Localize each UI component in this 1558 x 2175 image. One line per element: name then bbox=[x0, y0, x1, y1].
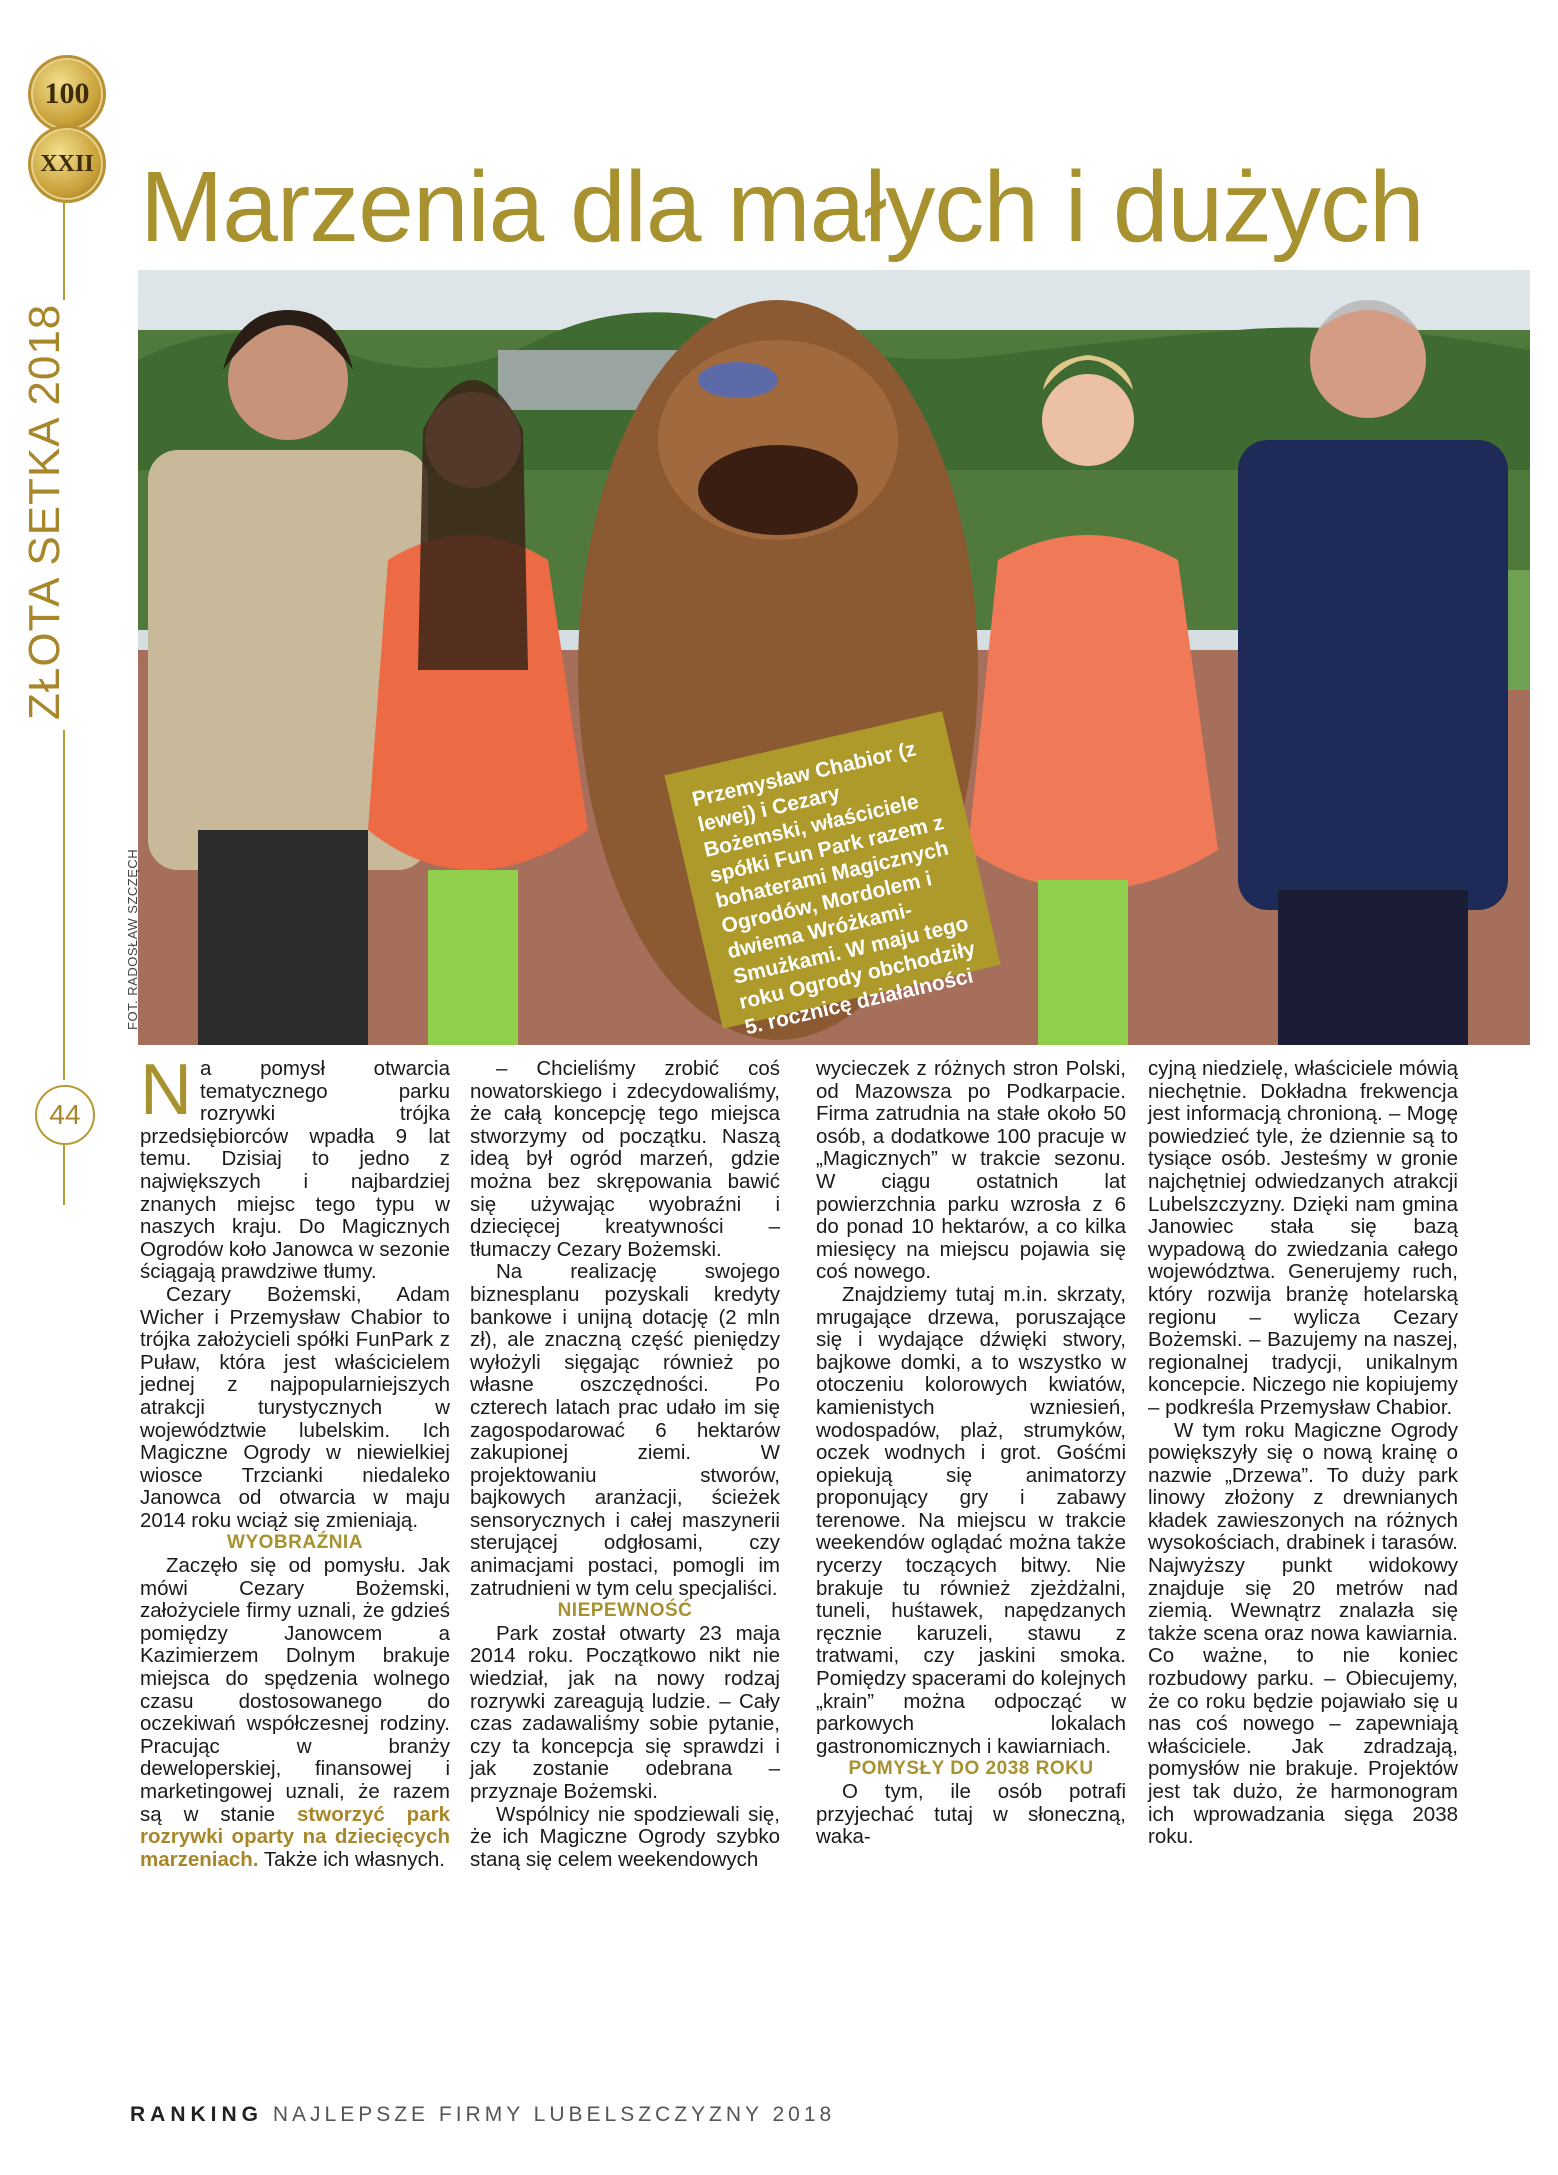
col2-paragraph-4: Wspólnicy nie spodziewali się, że ich Magiczne Ogrody szybko staną się celem weekendowych bbox=[470, 1802, 780, 1871]
footer-ranking: RANKING bbox=[130, 2103, 263, 2126]
margin-rule-middle bbox=[63, 730, 65, 1080]
page-footer bbox=[130, 2103, 835, 2127]
column-4 bbox=[1148, 1058, 1458, 1849]
col3-paragraph-3: O tym, ile osób potrafi przyjechać tutaj w słoneczną, waka- bbox=[816, 1780, 1126, 1849]
photo-credit: FOT. RADOSŁAW SZCZĘCH bbox=[125, 848, 140, 1030]
col1-paragraph-3-end: Także ich własnych. bbox=[263, 1847, 445, 1871]
margin-rule-top bbox=[63, 200, 65, 300]
side-label: ZŁOTA SETKA 2018 bbox=[20, 303, 69, 720]
col2-paragraph-3: Park został otwarty 23 maja 2014 roku. Początkowo nikt nie wiedział, jak na nowy rodzaj rozrywki zareagują ludzie. – Cały czas zadawaliśmy sobie pytanie, czy ta koncepcja się sprawdzi i jak zostanie odebrana – przyznaje Bożemski. bbox=[470, 1621, 780, 1803]
column-2 bbox=[470, 1058, 780, 1871]
badge-100-text: 100 bbox=[44, 77, 90, 110]
subhead-wyobraznia: WYOBRAŹNIA bbox=[227, 1532, 363, 1554]
col4-paragraph-1: cyjną niedzielę, właściciele mówią niechętnie. Dokładna frekwencja jest informacją chronioną. – Mogę powiedzieć tyle, że dziennie są to tysiące osób. Jesteśmy w gronie najchętniej odwiedzanych atrakcji Lubelszczyzny. Dzięki nam gmina Janowiec stała się bazą wypadową do zwiedzania całego województwa. Generujemy ruch, który rozwija branżę hotelarską regionu – wylicza Cezary Bożemski. – Bazujemy na naszej, regionalnej tradycji, unikalnym koncepcie. Niczego nie kopiujemy – podkreśla Przemysław Chabior. bbox=[1148, 1057, 1458, 1419]
col3-paragraph-1: wycieczek z różnych stron Polski, od Mazowsza po Podkarpacie. Firma zatrudnia na stałe około 50 osób, a dodatkowe 100 pracuje w „Magicznych” w trakcie sezonu. W ciągu ostatnich lat powierzchnia parku wzrosła z 6 do ponad 10 hektarów, a co kilka miesięcy na miejscu pojawia się coś nowego. bbox=[816, 1057, 1126, 1284]
col1-paragraph-2: Cezary Bożemski, Adam Wicher i Przemysław Chabior to trójka założycieli spółki FunPark z Puław, która jest właścicielem jednej z najpopularniejszych atrakcji turystycznych w województwie lubelskim. Ich Magiczne Ogrody w niewielkiej wiosce Trzcianki niedaleko Janowca od otwarcia w maju 2014 roku wciąż się zmieniają. bbox=[140, 1282, 450, 1532]
badge-100 bbox=[28, 55, 106, 133]
badge-xxii-text: XXII bbox=[40, 150, 94, 177]
col1-highlight: stworzyć park rozrywki oparty na dziecięcych marzeniach. bbox=[140, 1802, 450, 1871]
badge-xxii bbox=[28, 125, 106, 203]
column-1 bbox=[140, 1050, 450, 1871]
drop-cap: N bbox=[140, 1050, 192, 1130]
article-title: Marzenia dla małych i dużych bbox=[140, 151, 1424, 263]
page-number: 44 bbox=[35, 1085, 95, 1145]
col2-paragraph-1: – Chcieliśmy zrobić coś nowatorskiego i zdecydowaliśmy, że całą koncepcję tego miejsca stworzymy od początku. Naszą ideą był ogród marzeń, gdzie można bez skrępowania bawić się używając wyobraźni i dziecięcej kreatywności – tłumaczy Cezary Bożemski. bbox=[470, 1057, 780, 1261]
footer-publication: NAJLEPSZE FIRMY LUBELSZCZYZNY 2018 bbox=[272, 2103, 836, 2126]
subhead-niepewnosc: NIEPEWNOŚĆ bbox=[557, 1600, 693, 1622]
col2-paragraph-2: Na realizację swojego biznesplanu pozyskali kredyty bankowe i unijną dotację (2 mln zł), ale znaczną część pieniędzy wyłożyli sięgając również po własne oszczędności. Po czterech latach prac udało im się zagospodarować 6 hektarów zakupionej ziemi. W projektowaniu stworów, bajkowych aranżacji, ścieżek sensorycznych i całej maszynerii sterującej odgłosami, czy animacjami postaci, pomogli im zatrudnieni w tym celu specjaliści. bbox=[470, 1260, 780, 1600]
col1-paragraph-1: a pomysł otwarcia tematycznego parku rozrywki trójka przedsiębiorców wpadła 9 lat temu. Dzisiaj to jedno z największych i najbardziej znanych miejsc tego typu w naszych kraju. Do Magicznych Ogrodów koło Janowca w sezonie ściągają prawdziwe tłumy. bbox=[140, 1057, 450, 1284]
photo-caption: Przemysław Chabior (z lewej) i Cezary Bożemski, właściciele spółki Fun Park razem z bohaterami Magicznych Ogrodów, Mordolem i dwiema Wróżkami-Smużkami. W maju tego roku Ogrody obchodziły 5. rocznicę działalności bbox=[690, 737, 978, 1040]
column-3 bbox=[816, 1058, 1126, 1849]
col4-paragraph-2: W tym roku Magiczne Ogrody powiększyły się o nową krainę o nazwie „Drzewa”. To duży park linowy złożony z drewnianych kładek zawieszonych na różnych wysokościach, drabinek i tarasów. Najwyższy punkt widokowy znajduje się 20 metrów nad ziemią. Wewnątrz znalazła się także scena oraz nowa kawiarnia. Co ważne, to nie koniec rozbudowy parku. – Obiecujemy, że co roku będzie pojawiało się u nas coś nowego – zapewniają właściciele. Jak zdradzają, pomysłów nie brakuje. Projektów jest tak dużo, że harmonogram ich wprowadzania sięga 2038 roku. bbox=[1148, 1418, 1458, 1849]
subhead-pomysly: POMYSŁY DO 2038 ROKU bbox=[848, 1758, 1094, 1780]
col1-paragraph-3: Zaczęło się od pomysłu. Jak mówi Cezary Bożemski, założyciele firmy uznali, że gdzieś pomiędzy Janowcem a Kazimierzem Dolnym brakuje miejsca do spędzenia wolnego czasu dostosowanego do oczekiwań współczesnej rodziny. Pracując w branży deweloperskiej, finansowej i marketingowej uznali, że razem są w stanie bbox=[140, 1554, 450, 1826]
margin-rule-bottom bbox=[63, 1145, 65, 1205]
col3-paragraph-2: Znajdziemy tutaj m.in. skrzaty, mrugające drzewa, poruszające się i wydające dźwięki stwory, bajkowe domki, a to wszystko w otoczeniu kolorowych kwiatów, kamienistych wzniesień, wodospadów, plaż, strumyków, oczek wodnych i grot. Gośćmi opiekują się animatorzy proponujący gry i zabawy terenowe. Na miejscu w trakcie weekendów oglądać można także rycerzy toczących bitwy. Nie brakuje tu również zjeżdżalni, tuneli, huśtawek, napędzanych ręcznie karuzeli, stawu z tratwami, czy jaskini smoka. Pomiędzy spacerami do kolejnych „krain” można odpocząć w parkowych lokalach gastronomicznych i kawiarniach. bbox=[816, 1282, 1126, 1758]
